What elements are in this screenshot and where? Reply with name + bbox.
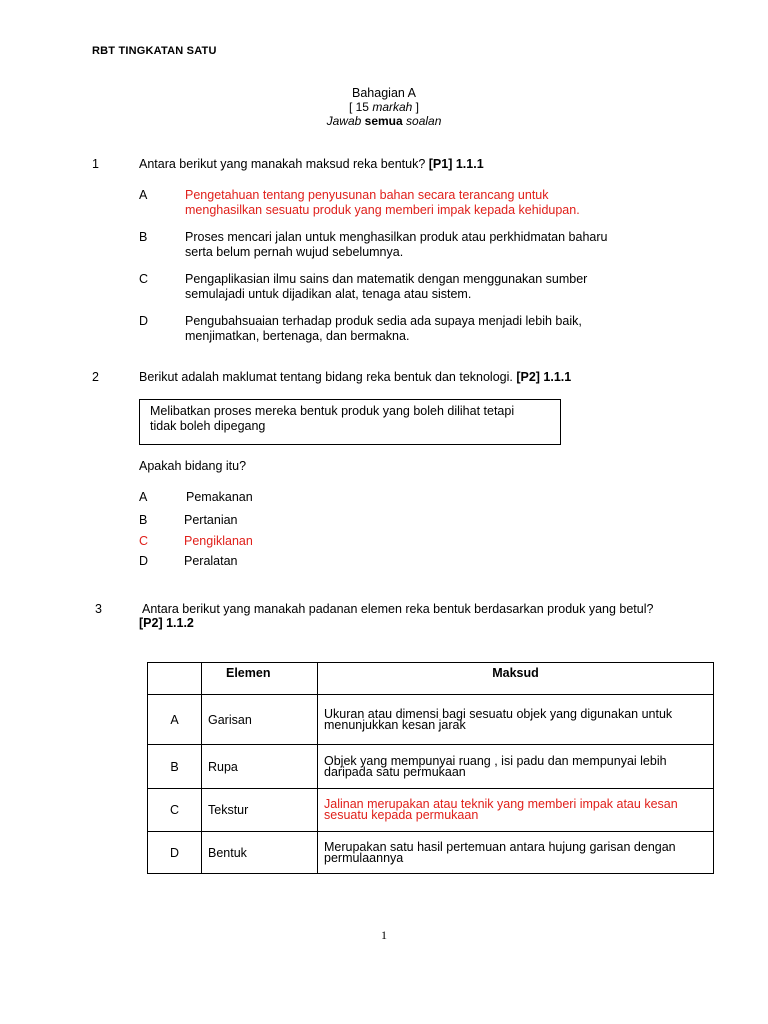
table-row: [148, 789, 714, 832]
q2-option-b: Pertanian: [184, 513, 238, 527]
q2-option-c-letter: C: [139, 534, 149, 548]
row-letter: B: [148, 745, 202, 789]
q2-option-a: Pemakanan: [186, 490, 253, 504]
row-elemen: Garisan: [202, 695, 318, 745]
q2-option-c: Pengiklanan: [184, 534, 253, 548]
question-3-text: Antara berikut yang manakah padanan elemen reka bentuk berdasarkan produk yang betul?: [142, 602, 654, 616]
table-row: [148, 745, 714, 789]
q1-option-a-letter: A: [139, 188, 148, 202]
row-elemen: Tekstur: [202, 789, 318, 832]
q1-option-b: Proses mencari jalan untuk menghasilkan produk atau perkhidmatan baharu serta belum pernah wujud sebelumnya.: [185, 230, 608, 259]
q1-option-d: Pengubahsuaian terhadap produk sedia ada supaya menjadi lebih baik, menjimatkan, bertenaga, dan bermakna.: [185, 314, 582, 343]
header-blank: [148, 663, 202, 695]
row-letter: D: [148, 832, 202, 874]
q2-option-a-letter: A: [139, 490, 148, 504]
row-elemen: Bentuk: [202, 832, 318, 874]
q1-option-d-letter: D: [139, 314, 149, 328]
question-2-text: Berikut adalah maklumat tentang bidang reka bentuk dan teknologi. [P2] 1.1.1: [139, 370, 572, 384]
row-maksud: Ukuran atau dimensi bagi sesuatu objek yang digunakan untuk menunjukkan kesan jarak: [318, 695, 714, 745]
row-letter: A: [148, 695, 202, 745]
q2-option-d-letter: D: [139, 554, 149, 568]
q1-option-a: Pengetahuan tentang penyusunan bahan secara terancang untuk menghasilkan sesuatu produk yang memberi impak kepada kehidupan.: [185, 188, 580, 217]
q1-option-c: Pengaplikasian ilmu sains dan matematik dengan menggunakan sumber semulajadi untuk dijadikan alat, tenaga atau sistem.: [185, 272, 588, 301]
question-3-number: 3: [95, 602, 102, 616]
table-row: [148, 695, 714, 745]
row-maksud: Objek yang mempunyai ruang , isi padu dan mempunyai lebih daripada satu permukaan: [318, 745, 714, 789]
row-letter: C: [148, 789, 202, 832]
page-number: 1: [381, 928, 387, 942]
q2-option-b-letter: B: [139, 513, 148, 527]
q1-option-b-letter: B: [139, 230, 148, 244]
header-elemen: Elemen: [202, 663, 318, 695]
row-elemen: Rupa: [202, 745, 318, 789]
row-maksud: Merupakan satu hasil pertemuan antara hujung garisan dengan permulaannya: [318, 832, 714, 874]
question-1-number: 1: [92, 157, 99, 171]
section-title: Bahagian A: [352, 86, 416, 100]
table-header-row: [148, 663, 714, 695]
table-row: [148, 832, 714, 874]
section-marks: [ 15 markah ]: [348, 100, 420, 114]
q2-option-d: Peralatan: [184, 554, 238, 568]
elements-table: [147, 662, 714, 874]
document-header: RBT TINGKATAN SATU: [92, 45, 217, 57]
q1-option-c-letter: C: [139, 272, 149, 286]
question-3-tag: [P2] 1.1.2: [139, 616, 194, 630]
row-maksud: Jalinan merupakan atau teknik yang memberi impak atau kesan sesuatu kepada permukaan: [318, 789, 714, 832]
section-instruction: Jawab semua soalan: [326, 114, 442, 128]
header-maksud: Maksud: [318, 663, 714, 695]
info-box-text: Melibatkan proses mereka bentuk produk yang boleh dilihat tetapi tidak boleh dipegang: [150, 404, 515, 433]
question-1-text: Antara berikut yang manakah maksud reka bentuk? [P1] 1.1.1: [139, 157, 484, 171]
question-2-number: 2: [92, 370, 99, 384]
question-2-prompt: Apakah bidang itu?: [139, 459, 247, 473]
